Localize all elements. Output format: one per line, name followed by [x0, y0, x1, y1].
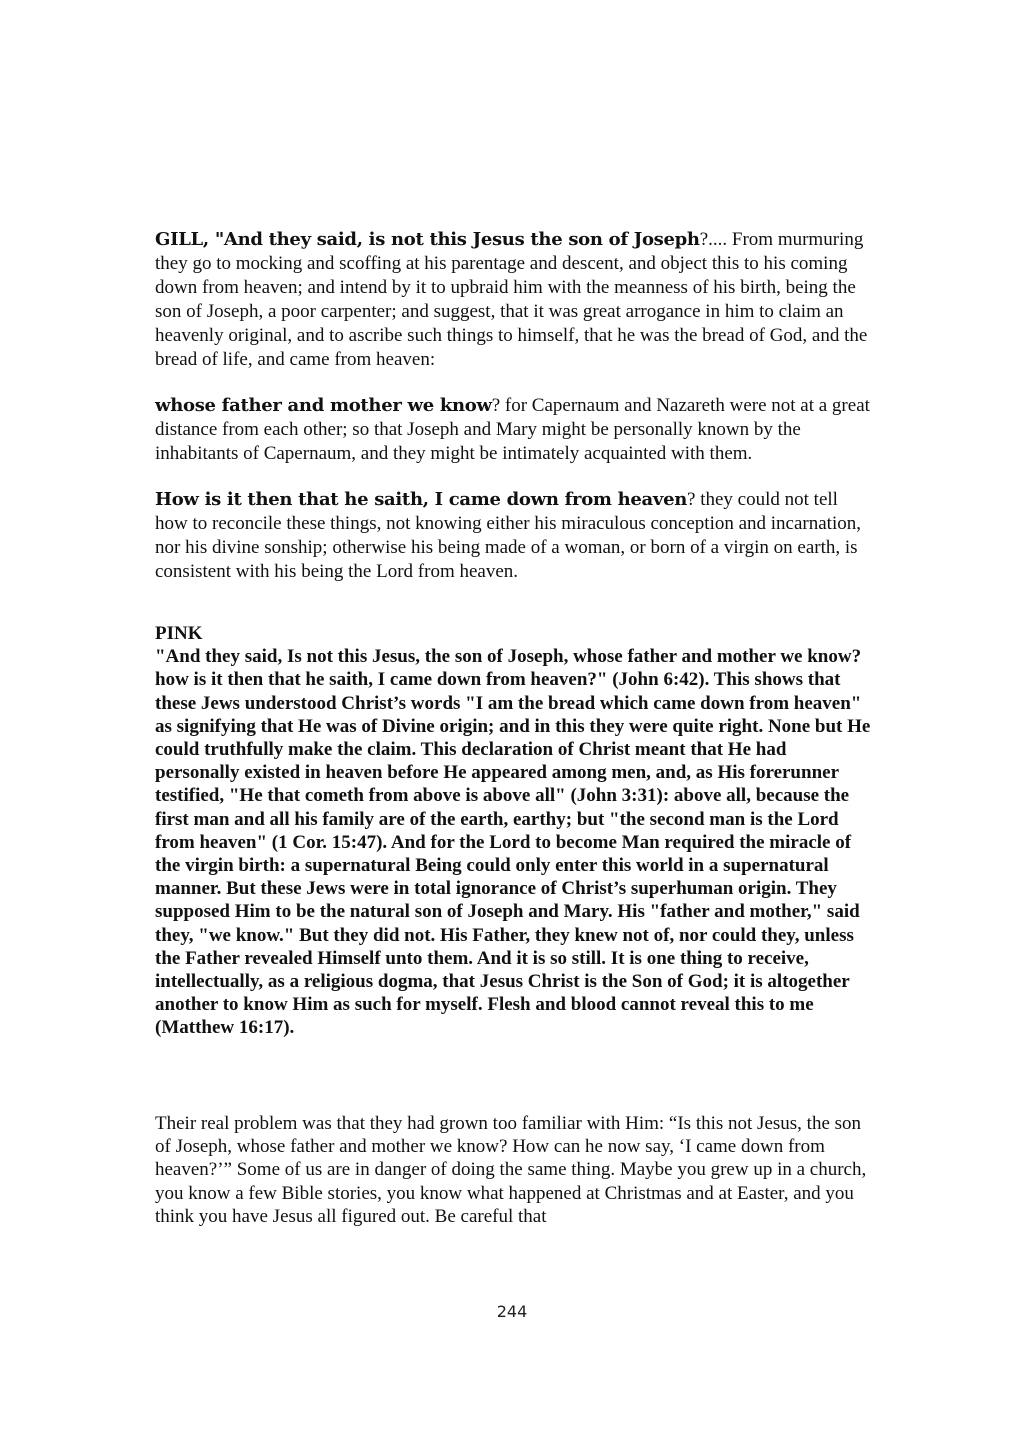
closing-paragraph: Their real problem was that they had grown too familiar with Him: “Is this not Jesus, the son of Joseph, whose father and mother we know? How can he now say, ‘I came down from heaven?’” Some of us are in danger of doing the same thing. Maybe you grew up in a church, you know a few Bible stories, you know what happened at Christmas and at Easter, and you think you have Jesus all figured out. Be careful that [155, 1112, 867, 1228]
gill-comment-2: ? for Capernaum and Nazareth were not at a great distance from each other; so that Joseph and Mary might be personally known by the inhabitants of Capernaum, and they might be intimately acquainted with them. [155, 395, 870, 464]
pink-paragraph: "And they said, Is not this Jesus, the son of Joseph, whose father and mother we know? how is it then that he saith, I came down from heaven?" (John 6:42). This shows that these Jews understood Christ’s words "I am the bread which came down from heaven" as signifying that He was of Divine origin; and in this they were quite right. None but He could truthfully make the claim. This declaration of Christ meant that He had personally existed in heaven before He appeared among men, and, as His forerunner testified, "He that cometh from above is above all" (John 3:31): above all, because the first man and all his family are of the earth, earthy; but "the second man is the Lord from heaven" (1 Cor. 15:47). And for the Lord to become Man required the miracle of the virgin birth: a supernatural Being could only enter this world in a supernatural manner. But these Jews were in total ignorance of Christ’s superhuman origin. They supposed Him to be the natural son of Joseph and Mary. His "father and mother," said they, "we know." But they did not. His Father, they knew not of, nor could they, unless the Father revealed Himself unto them. And it is so still. It is one thing to receive, intellectually, as a religious dogma, that Jesus Christ is the Son of God; it is altogether another to know Him as such for myself. Flesh and blood cannot reveal this to me (Matthew 16:17). [155, 646, 871, 1039]
gill-commentary [155, 228, 871, 584]
pink-heading: PINK [155, 623, 203, 644]
pink-commentary [155, 622, 871, 1040]
gill-comment-1: ?.... From murmuring they go to mocking and scoffing at his parentage and descent, and object this to his coming down from heaven; and intend by it to upbraid him with the meanness of his birth, being the son of Joseph, a poor carpenter; and suggest, that it was great arrogance in him to claim an heavenly original, and to ascribe such things to himself, that he was the bread of God, and the bread of life, and came from heaven: [155, 229, 868, 370]
gill-comment-3: ? they could not tell how to reconcile these things, not knowing either his miraculous conception and incarnation, nor his divine sonship; otherwise his being made of a woman, or born of a virgin on earth, is consistent with his being the Lord from heaven. [155, 489, 861, 582]
gill-paragraph-3 [155, 488, 871, 584]
gill-paragraph-2 [155, 394, 871, 466]
gill-verse-quote-3: How is it then that he saith, I came down from heaven [155, 489, 688, 510]
document-page [155, 228, 871, 1229]
closing-commentary [155, 1112, 871, 1229]
gill-verse-quote-1: GILL, "And they said, is not this Jesus the son of Joseph [155, 229, 700, 250]
gill-paragraph-1 [155, 228, 871, 372]
page-number: 244 [496, 1302, 528, 1321]
gill-verse-quote-2: whose father and mother we know [155, 395, 492, 416]
